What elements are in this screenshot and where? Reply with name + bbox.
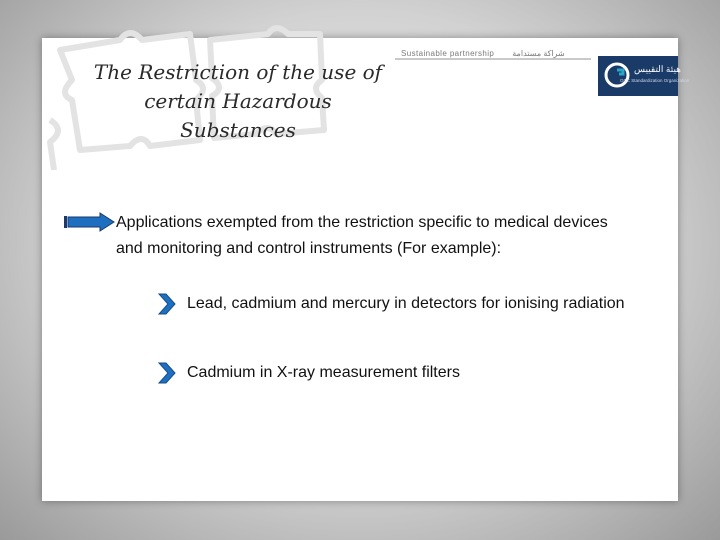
tagline-ar: شراكة مستدامة [512,48,565,58]
right-arrow-icon [64,212,116,232]
tagline-en: Sustainable partnership [401,48,495,58]
logo-sub-en: GCC Standardization Organization [620,78,690,83]
chevron-right-icon [157,361,177,385]
sub-bullet-item: Lead, cadmium and mercury in detectors for ionising radiation [187,295,625,312]
chevron-right-icon [157,292,177,316]
title-line-2: certain Hazardous Substances [144,89,332,142]
bullet-item: Applications exempted from the restriction specific to medical devices and monitoring and control instruments (For example): [116,214,608,257]
sub-bullet-item: Cadmium in X-ray measurement filters [187,364,460,381]
logo-name-ar: هيئة التقييس [634,64,681,74]
title-line-1: The Restriction of the use of [93,60,383,84]
